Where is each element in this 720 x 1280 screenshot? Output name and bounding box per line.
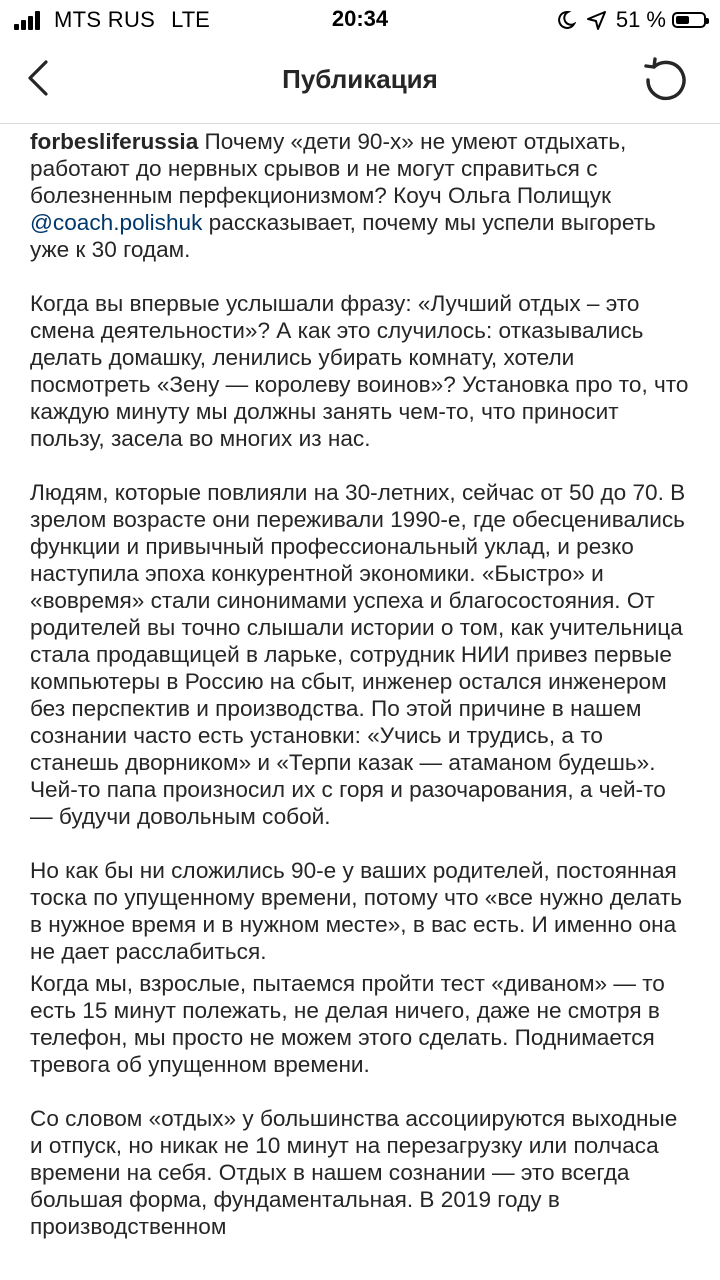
- caption-paragraph: Людям, которые повлияли на 30-летних, сейчас от 50 до 70. В зрелом возрасте они переживали 1990-е, где обесценивались функции и привычный профессиональный уклад, и резко наступила эпоха конкурентной экономики. «Быстро» и «вовремя» стали синонимами успеха и благосостояния. От родителей вы точно слышали истории о том, как учительница стала продавщицей в ларьке, сотрудник НИИ привез первые компьютеры в Россию на сбыт, инженер остался инженером без перспектив и производства. По этой причине в нашем сознании часто есть установки: «Учись и трудись, а то станешь дворником» и «Терпи казак — атаманом будешь». Чей-то папа произносил их с горя и разочарования, а чей-то — будучи довольным собой.: [30, 480, 686, 829]
- network-type: LTE: [171, 7, 210, 32]
- refresh-icon: [640, 54, 692, 106]
- battery-icon: [672, 12, 706, 28]
- post-username[interactable]: forbesliferussia: [30, 129, 199, 154]
- page-title: Публикация: [282, 64, 438, 94]
- post-caption: [30, 128, 690, 1267]
- caption-intro-text: Почему «дети 90-х» не умеют отдыхать, работают до нервных срывов и не могут справиться с болезненным перфекционизмом? Коуч Ольга Полищук: [30, 129, 627, 208]
- battery-fill: [676, 16, 689, 24]
- caption-intro-paragraph: [30, 128, 690, 263]
- caption-paragraph: Но как бы ни сложились 90-е у ваших родителей, постоянная тоска по упущенному времени, потому что «все нужно делать в нужное время и в нужном месте», в вас есть. И именно она не дает расслабиться.: [30, 858, 683, 964]
- moon-icon: [556, 10, 576, 30]
- navigation-bar: [0, 40, 720, 124]
- caption-paragraph: Когда мы, взрослые, пытаемся пройти тест «диваном» — то есть 15 минут полежать, не делая ничего, даже не смотря в телефон, мы просто не можем этого сделать. Поднимается тревога об упущенном времени.: [30, 971, 665, 1077]
- status-right: [556, 7, 706, 33]
- status-time: 20:34: [331, 6, 389, 31]
- caption-paragraph: Со словом «отдых» у большинства ассоциируются выходные и отпуск, но никак не 10 минут на перезагрузку или полчаса времени на себя. Отдых в нашем сознании — это всегда большая форма, фундаментальная. В 2019 году в производственном: [30, 1106, 678, 1239]
- carrier-name: MTS RUS: [54, 7, 156, 32]
- status-bar: [0, 0, 720, 40]
- caption-paragraph: Когда вы впервые услышали фразу: «Лучший отдых – это смена деятельности»? А как это случилось: отказывались делать домашку, ленились убирать комнату, хотели посмотреть «Зену — королеву воинов»? Установка про то, что каждую минуту мы должны занять чем-то, что приносит пользу, засела во многих из нас.: [30, 291, 689, 451]
- caption-outro-text: рассказывает, почему мы успели выгореть уже к 30 годам.: [30, 210, 656, 262]
- refresh-button[interactable]: [640, 54, 692, 106]
- location-arrow-icon: [586, 10, 608, 30]
- battery-percent: 51 %: [615, 7, 666, 32]
- mention-link[interactable]: @coach.polishuk: [30, 210, 203, 235]
